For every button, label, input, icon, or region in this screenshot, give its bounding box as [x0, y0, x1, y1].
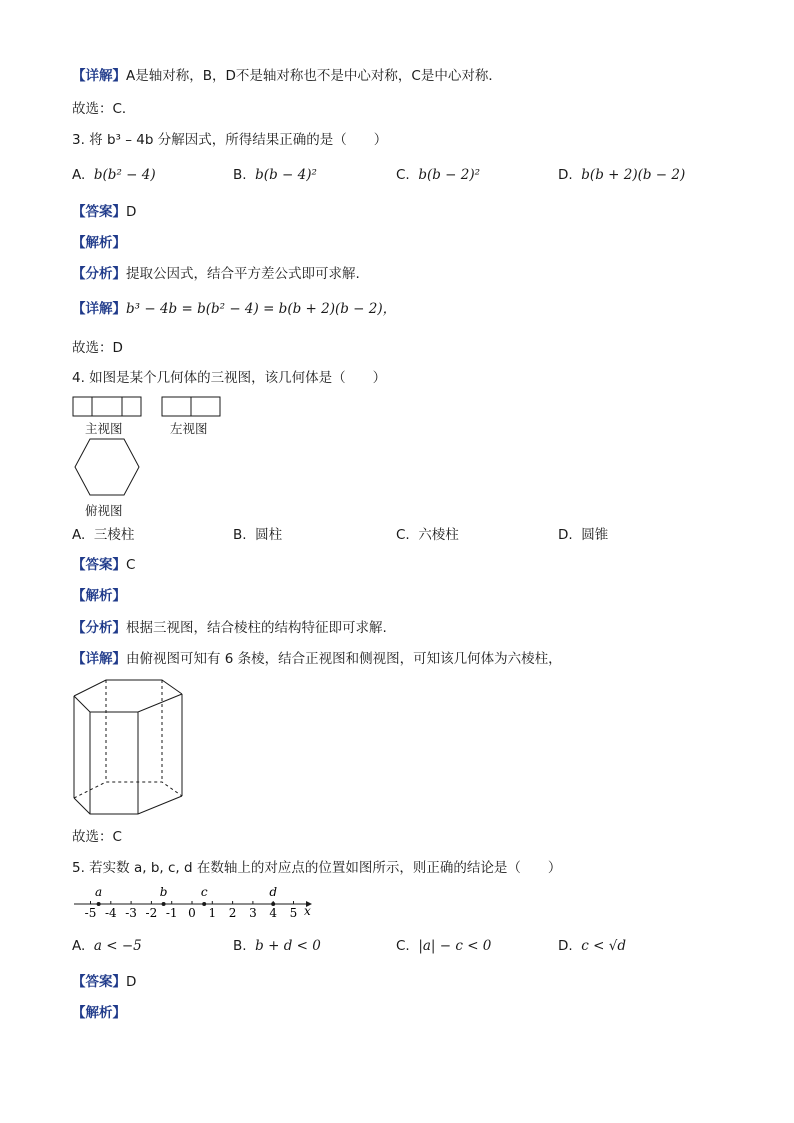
q4-option-d [558, 526, 608, 544]
q3-option-d [558, 166, 685, 184]
option-expr: b(b + 2)(b − 2) [581, 167, 686, 183]
tick-label: -5 [84, 906, 97, 920]
option-text: 三棱柱 [93, 527, 135, 543]
fenxi-text: 根据三视图，结合棱柱的结构特征即可求解. [126, 620, 387, 636]
option-expr: c < √d [581, 938, 626, 954]
option-letter: A. [72, 938, 86, 954]
point-c-dot [202, 902, 206, 906]
answer-value: D [126, 974, 137, 990]
detail-text: 由俯视图可知有 6 条棱，结合正视图和侧视图，可知该几何体为六棱柱， [126, 651, 562, 667]
top-view-label: 俯视图 [85, 503, 123, 518]
q2-detail [72, 67, 502, 85]
option-letter: C. [396, 167, 410, 183]
number-line [70, 884, 320, 922]
q5-option-c [396, 937, 491, 955]
option-letter: B. [233, 938, 247, 954]
tick-label: 1 [208, 906, 217, 920]
tick-label: 4 [269, 906, 278, 920]
q3-stem: 3. 将 b³ – 4b 分解因式，所得结果正确的是（ ） [72, 132, 388, 148]
point-a-label: a [95, 885, 103, 899]
tick-label: 0 [188, 906, 196, 920]
point-c-label: c [200, 885, 208, 899]
option-text: 圆锥 [581, 527, 609, 543]
q4-detail [72, 650, 562, 668]
analysis-tag: 【解析】 [72, 1005, 126, 1021]
q2-choose: 故选：C． [72, 101, 136, 117]
point-d-label: d [269, 885, 278, 899]
option-expr: b(b − 2)² [418, 167, 481, 183]
q3-fenxi [72, 265, 360, 283]
q5-option-b [233, 937, 321, 955]
q3-choose: 故选：D [72, 340, 123, 356]
point-b-dot [162, 902, 166, 906]
q4-choose: 故选：C [72, 829, 122, 845]
detail-tag: 【详解】 [72, 68, 126, 84]
detail-tag: 【详解】 [72, 301, 126, 317]
detail-expr: b³ − 4b = b(b² − 4) = b(b + 2)(b − 2)， [126, 301, 397, 317]
q3-option-c [396, 166, 480, 184]
option-expr: |a| − c < 0 [418, 938, 492, 954]
option-letter: D. [558, 527, 573, 543]
analysis-tag: 【解析】 [72, 235, 126, 251]
option-expr: b(b − 4)² [255, 167, 317, 183]
option-letter: A. [72, 167, 86, 183]
point-b-label: b [159, 885, 168, 899]
tick-label: 2 [228, 906, 237, 920]
q5-option-d [558, 937, 626, 955]
q4-option-b [233, 526, 282, 544]
tick-label: -2 [145, 906, 158, 920]
tick-label: -1 [165, 906, 178, 920]
option-expr: a < −5 [93, 938, 142, 954]
answer-value: C [126, 557, 136, 573]
option-expr: b + d < 0 [255, 938, 321, 954]
q4-analysis-heading [72, 587, 126, 605]
q3-option-b [233, 166, 317, 184]
detail-tag: 【详解】 [72, 651, 126, 667]
q4-stem: 4. 如图是某个几何体的三视图，该几何体是（ ） [72, 370, 387, 386]
option-letter: C. [396, 938, 410, 954]
q3-answer [72, 203, 136, 221]
hexagonal-prism-figure [70, 678, 186, 818]
option-letter: B. [233, 527, 247, 543]
fenxi-tag: 【分析】 [72, 620, 126, 636]
answer-tag: 【答案】 [72, 974, 126, 990]
analysis-tag: 【解析】 [72, 588, 126, 604]
fenxi-tag: 【分析】 [72, 266, 126, 282]
top-view-hexagon [72, 437, 142, 497]
option-letter: D. [558, 167, 573, 183]
q4-fenxi [72, 619, 387, 637]
q4-option-a [72, 526, 134, 544]
tick-label: -3 [125, 906, 137, 920]
option-letter: B. [233, 167, 247, 183]
q5-analysis-heading [72, 1004, 126, 1022]
tick-label: -4 [104, 906, 117, 920]
option-letter: D. [558, 938, 573, 954]
answer-tag: 【答案】 [72, 557, 126, 573]
left-view-figure [161, 396, 221, 417]
tick-label: 5 [289, 906, 298, 920]
point-a-dot [97, 902, 101, 906]
q2-detail-text: A是轴对称，B，D不是轴对称也不是中心对称，C是中心对称． [126, 68, 502, 84]
axis-label: x [304, 904, 311, 918]
tick-label: 3 [249, 906, 257, 920]
option-letter: C. [396, 527, 410, 543]
fenxi-text: 提取公因式，结合平方差公式即可求解. [126, 266, 360, 282]
option-text: 圆柱 [255, 527, 283, 543]
q5-stem: 5. 若实数 a, b, c, d 在数轴上的对应点的位置如图所示，则正确的结论是（ ） [72, 860, 562, 876]
q3-detail [72, 300, 396, 318]
q5-answer [72, 973, 136, 991]
option-text: 六棱柱 [418, 527, 459, 543]
q4-answer [72, 556, 135, 574]
q3-analysis-heading [72, 234, 126, 252]
front-view-figure [72, 396, 142, 417]
q4-option-c [396, 526, 459, 544]
answer-value: D [126, 204, 137, 220]
option-letter: A. [72, 527, 86, 543]
q5-option-a [72, 937, 142, 955]
left-view-label: 左视图 [170, 421, 208, 436]
front-view-label: 主视图 [85, 421, 123, 436]
answer-tag: 【答案】 [72, 204, 126, 220]
q3-option-a [72, 166, 156, 184]
option-expr: b(b² − 4) [93, 167, 156, 183]
point-d-dot [271, 902, 275, 906]
